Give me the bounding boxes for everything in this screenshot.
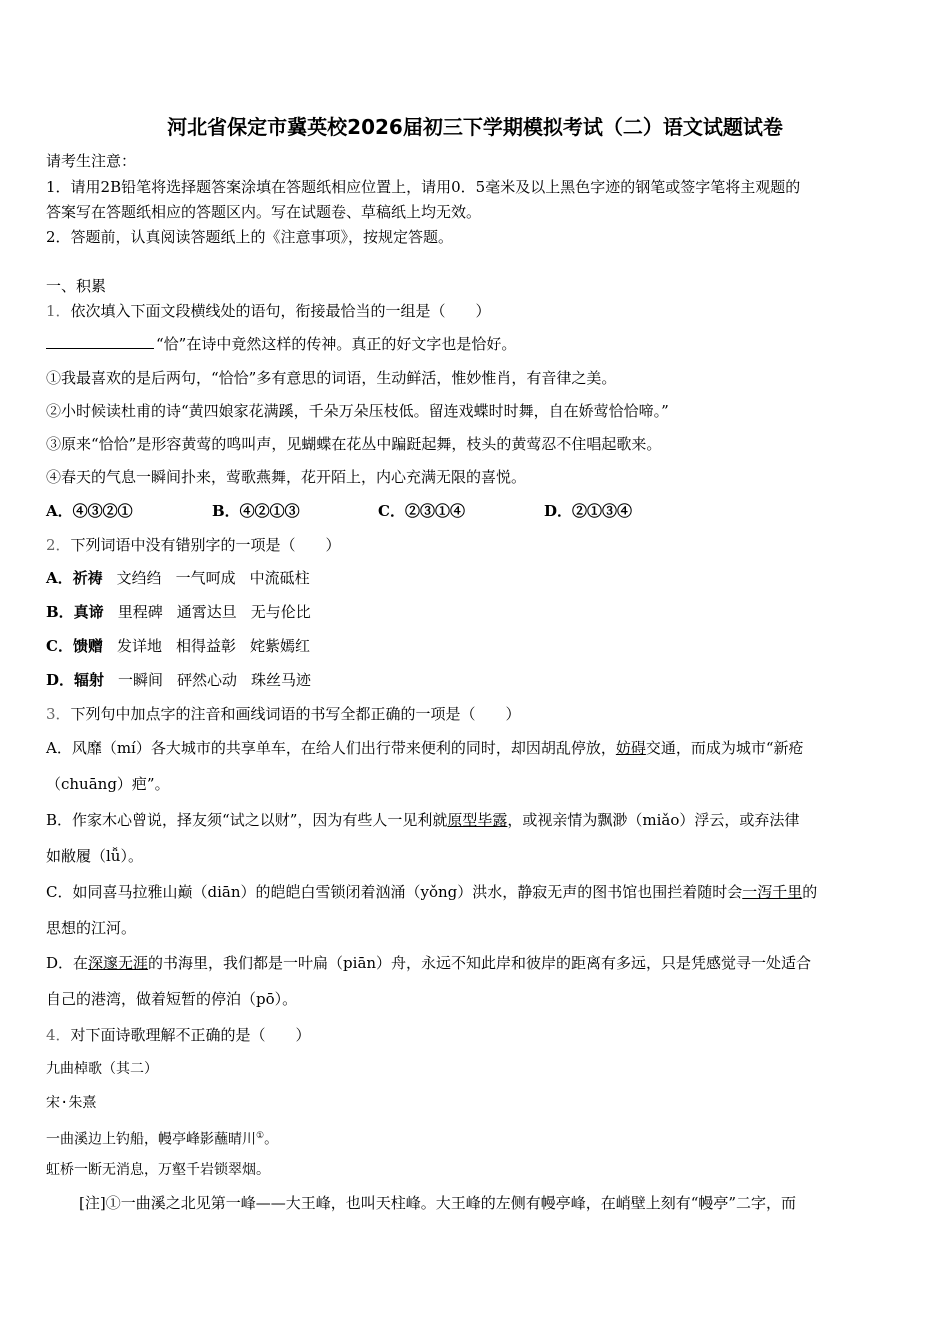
option-label: C．馈赠 xyxy=(46,637,103,655)
option-text: 的书海里，我们都是一叶扁（piān）舟，永远不知此岸和彼岸的距离有多远，只是凭感觉寻一处适合 xyxy=(148,954,812,972)
question-3-option-b xyxy=(46,810,799,830)
lead-text: “恰”在诗中竟然这样的传神。真正的好文字也是恰好。 xyxy=(156,335,517,353)
question-number: 3． xyxy=(46,705,71,723)
question-1-stem xyxy=(46,301,491,321)
sentence-4: ④春天的气息一瞬间扑来，莺歌燕舞，花开陌上，内心充满无限的喜悦。 xyxy=(46,468,527,486)
page-title: 河北省保定市冀英校2026届初三下学期模拟考试（二）语文试题试卷 xyxy=(167,115,783,139)
word: 发详地 xyxy=(116,637,162,655)
question-3-option-c xyxy=(46,882,817,902)
sentence-1: ①我最喜欢的是后两句，“恰恰”多有意思的词语，生动鲜活，惟妙惟肖，有音律之美。 xyxy=(46,369,617,387)
question-3-stem xyxy=(46,704,521,724)
question-3-option-a xyxy=(46,738,804,758)
word: 通霄达旦 xyxy=(176,603,237,621)
word: 一瞬间 xyxy=(118,671,164,689)
option-text: A．风靡（mí）各大城市的共享单车，在给人们出行带来便利的同时，却因胡乱停放， xyxy=(46,739,616,757)
fill-blank-line xyxy=(46,334,154,349)
option-b: B．④②①③ xyxy=(212,502,300,520)
notice-item-2: 2．答题前，认真阅读答题纸上的《注意事项》，按规定答题。 xyxy=(46,228,454,246)
word: 姹紫嫣红 xyxy=(249,637,310,655)
question-number: 2． xyxy=(46,536,71,554)
option-text: B．作家木心曾说，择友须“试之以财”，因为有些人一见利就 xyxy=(46,811,448,829)
question-3-option-d-cont: 自己的港湾，做着短暂的停泊（pō）。 xyxy=(46,990,298,1008)
question-3-option-c-cont: 思想的江河。 xyxy=(46,919,137,937)
option-a: A．④③②① xyxy=(46,502,133,520)
poem-text: 一曲溪边上钓船，幔亭峰影蘸晴川 xyxy=(46,1131,256,1148)
option-label: B．真谛 xyxy=(46,603,104,621)
question-2-option-b xyxy=(46,602,325,622)
footnote-mark: ① xyxy=(256,1131,265,1141)
poem-line-1 xyxy=(46,1126,278,1150)
notice-heading: 请考生注意： xyxy=(46,152,137,170)
option-text: ，或视亲情为飘渺（miǎo）浮云，或弃法律 xyxy=(507,811,800,829)
underlined-word: 妨碍 xyxy=(615,739,646,757)
poem-note: [注]①一曲溪之北见第一峰——大王峰，也叫天柱峰。大王峰的左侧有幔亭峰，在峭壁上刻有“幔亭”二字，而 xyxy=(79,1194,797,1212)
sentence-2: ②小时候读杜甫的诗“黄四娘家花满蹊，千朵万朵压枝低。留连戏蝶时时舞，自在娇莺恰恰啼。” xyxy=(46,402,669,420)
word: 里程碑 xyxy=(117,603,163,621)
word: 无与伦比 xyxy=(250,603,311,621)
underlined-word: 原型毕露 xyxy=(447,811,508,829)
question-4-stem xyxy=(46,1025,311,1045)
option-label: D．辐射 xyxy=(46,671,105,689)
question-2-option-d xyxy=(46,670,325,690)
notice-item-1-cont: 答案写在答题纸相应的答题区内。写在试题卷、草稿纸上均无效。 xyxy=(46,203,482,221)
question-1-lead xyxy=(46,334,516,354)
question-2-option-c xyxy=(46,636,324,656)
option-c: C．②③①④ xyxy=(378,502,465,520)
word: 砰然心动 xyxy=(177,671,238,689)
word: 一气呵成 xyxy=(175,569,236,587)
option-text: 的 xyxy=(802,883,818,901)
question-2-stem xyxy=(46,535,341,555)
question-number: 1． xyxy=(46,302,71,320)
question-number: 4． xyxy=(46,1026,71,1044)
option-label: A．祈祷 xyxy=(46,569,103,587)
question-text: 依次填入下面文段横线处的语句，衔接最恰当的一组是（ ） xyxy=(70,302,491,320)
question-3-option-b-cont: 如敝履（lǚ）。 xyxy=(46,847,143,865)
question-1-options xyxy=(46,501,710,521)
notice-item-1: 1．请用2B铅笔将选择题答案涂填在答题纸相应位置上，请用0．5毫米及以上黑色字迹的钢笔或签字笔将主观题的 xyxy=(46,178,801,196)
word: 珠丝马迹 xyxy=(251,671,312,689)
question-text: 下列句中加点字的注音和画线词语的书写全都正确的一项是（ ） xyxy=(70,705,521,723)
poem-author: 宋·朱熹 xyxy=(46,1095,97,1111)
question-3-option-d xyxy=(46,953,811,973)
underlined-word: 深邃无涯 xyxy=(88,954,149,972)
poem-text: 。 xyxy=(264,1131,279,1148)
word: 中流砥柱 xyxy=(249,569,310,587)
question-text: 对下面诗歌理解不正确的是（ ） xyxy=(70,1026,311,1044)
section-heading: 一、积累 xyxy=(46,277,107,295)
sentence-3: ③原来“恰恰”是形容黄莺的鸣叫声，见蝴蝶在花丛中蹁跹起舞，枝头的黄莺忍不住唱起歌来。 xyxy=(46,435,662,453)
underlined-word: 一泻千里 xyxy=(742,883,803,901)
word: 相得益彰 xyxy=(175,637,236,655)
option-text: D．在 xyxy=(46,954,89,972)
word: 文绉绉 xyxy=(116,569,162,587)
option-text: 交通，而成为城市“新疮 xyxy=(645,739,804,757)
option-d: D．②①③④ xyxy=(544,502,633,520)
option-text: C．如同喜马拉雅山巅（diān）的皑皑白雪锁闭着汹涌（yǒng）洪水，静寂无声的图书馆也围拦着随时会 xyxy=(46,883,743,901)
question-2-option-a xyxy=(46,568,324,588)
question-3-option-a-cont: （chuāng）疤”。 xyxy=(46,775,170,793)
poem-title: 九曲棹歌（其二） xyxy=(46,1061,158,1077)
question-text: 下列词语中没有错别字的一项是（ ） xyxy=(70,536,341,554)
poem-line-2: 虹桥一断无消息，万壑千岩锁翠烟。 xyxy=(46,1162,270,1178)
